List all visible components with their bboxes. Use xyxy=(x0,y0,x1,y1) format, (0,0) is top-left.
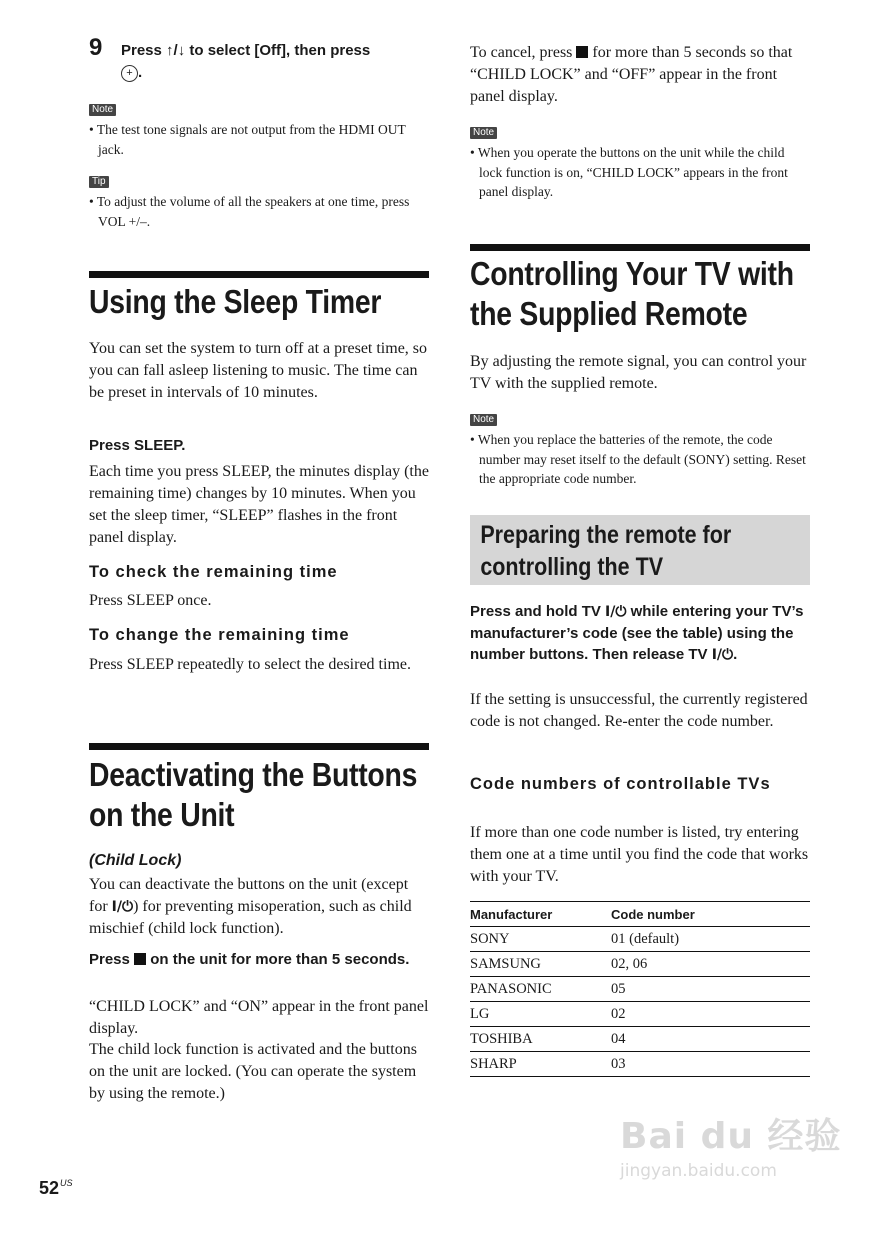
power-icon: I/⏻ xyxy=(711,647,734,663)
deactivate-result2: The child lock function is activated and the buttons on the unit are locked. (You can operate the system by using the remote.) xyxy=(89,1041,417,1102)
page-number-suffix: US xyxy=(60,1178,73,1188)
note-block-right xyxy=(470,122,810,202)
page-number-value: 52 xyxy=(39,1178,60,1198)
tv-title-line2: the Supplied Remote xyxy=(470,295,748,332)
power-icon: I/⏻ xyxy=(111,899,134,915)
cancel-text-b: for more than 5 seconds so that “CHILD LOCK” and “OFF” appear in the front panel display. xyxy=(470,44,793,105)
deactivate-intro-b: ) for preventing misoperation, such as child mischief (child lock function). xyxy=(89,898,412,937)
table-row xyxy=(470,1027,810,1052)
manufacturer-cell: LG xyxy=(470,1002,611,1027)
deactivate-title xyxy=(89,755,417,835)
tv-instr-c: . xyxy=(733,646,738,663)
codes-intro: If more than one code number is listed, try entering them one at a time until you find the code that works with your TV. xyxy=(470,824,809,885)
codes-heading: Code numbers of controllable TVs xyxy=(470,775,771,793)
note-text: • When you replace the batteries of the remote, the code number may reset itself to the default (SONY) setting. Reset the appropriate code number. xyxy=(470,432,806,486)
step-number: 9 xyxy=(89,34,103,61)
check-heading: To check the remaining time xyxy=(89,563,338,581)
table-row xyxy=(470,977,810,1002)
cancel-text xyxy=(470,42,810,108)
check-text: Press SLEEP once. xyxy=(89,592,212,609)
code-cell: 04 xyxy=(611,1027,810,1052)
manufacturer-cell: SONY xyxy=(470,927,611,952)
tv-title-line1: Controlling Your TV with xyxy=(470,255,794,292)
child-lock-subtitle: (Child Lock) xyxy=(89,852,182,869)
code-cell: 02 xyxy=(611,1002,810,1027)
code-cell: 02, 06 xyxy=(611,952,810,977)
manufacturer-cell: PANASONIC xyxy=(470,977,611,1002)
manufacturer-cell: TOSHIBA xyxy=(470,1027,611,1052)
tip-tag: Tip xyxy=(89,176,109,188)
tip-text: • To adjust the volume of all the speakers at one time, press VOL +/–. xyxy=(89,194,410,229)
deactivate-instr-b: on the unit for more than 5 seconds. xyxy=(146,951,410,968)
tv-fail-text: If the setting is unsuccessful, the currently registered code is not changed. Re-enter the code number. xyxy=(470,691,808,730)
subsection-title-line1: Preparing the remote for xyxy=(480,521,732,549)
note-block-left xyxy=(89,99,429,159)
cancel-text-a: To cancel, press xyxy=(470,44,577,61)
section-rule xyxy=(470,244,810,251)
code-cell: 01 (default) xyxy=(611,927,810,952)
subsection-box xyxy=(470,515,810,585)
subsection-title-line2: controlling the TV xyxy=(480,553,664,581)
note-tag: Note xyxy=(89,104,116,116)
code-cell: 03 xyxy=(611,1052,810,1077)
note-tag: Note xyxy=(470,127,497,139)
tv-instr-b: while entering your TV’s manufacturer’s code (see the table) using the number buttons. Then release TV xyxy=(470,603,804,663)
watermark-url: jingyan.baidu.com xyxy=(620,1161,777,1181)
sleep-title: Using the Sleep Timer xyxy=(89,283,382,320)
subsection-title xyxy=(470,515,762,583)
deactivate-result1: “CHILD LOCK” and “ON” appear in the front panel display. xyxy=(89,998,429,1037)
section-rule xyxy=(89,271,429,278)
watermark-brand: Bai du 经验 xyxy=(620,1116,842,1157)
sleep-instruction: Press SLEEP. xyxy=(89,437,186,454)
table-row xyxy=(470,1002,810,1027)
watermark xyxy=(620,1108,842,1181)
note-text: • When you operate the buttons on the unit while the child lock function is on, “CHILD LOCK” appears in the front panel display. xyxy=(470,145,788,199)
note-text: • The test tone signals are not output from the HDMI OUT jack. xyxy=(89,122,406,157)
change-text: Press SLEEP repeatedly to select the desired time. xyxy=(89,656,411,673)
code-cell: 05 xyxy=(611,977,810,1002)
deactivate-instr-a: Press xyxy=(89,951,135,968)
table-row xyxy=(470,927,810,952)
code-table xyxy=(470,901,810,1077)
sleep-body: Each time you press SLEEP, the minutes display (the remaining time) changes by 10 minutes. When you set the sleep timer, “SLEEP” flashes in the front panel display. xyxy=(89,463,429,546)
power-icon: I/⏻ xyxy=(605,604,627,620)
page-number xyxy=(39,1178,73,1199)
manufacturer-cell: SHARP xyxy=(470,1052,611,1077)
deactivate-intro-a: You can deactivate the buttons on the unit (except for xyxy=(89,876,409,915)
tv-intro: By adjusting the remote signal, you can control your TV with the supplied remote. xyxy=(470,353,807,392)
tv-instruction xyxy=(470,601,810,666)
note-block-tv xyxy=(470,409,810,489)
tv-title xyxy=(470,254,794,334)
enter-icon: + xyxy=(121,65,138,82)
header-code: Code number xyxy=(611,902,810,927)
stop-icon xyxy=(134,953,146,965)
deactivate-title-line2: on the Unit xyxy=(89,796,235,833)
tip-block xyxy=(89,171,429,231)
table-row xyxy=(470,952,810,977)
table-row xyxy=(470,1052,810,1077)
deactivate-instruction xyxy=(89,949,429,970)
note-tag: Note xyxy=(470,414,497,426)
section-rule xyxy=(89,743,429,750)
header-manufacturer: Manufacturer xyxy=(470,902,611,927)
step-9-text: Press ↑/↓ to select [Off], then press xyxy=(121,42,371,59)
change-heading: To change the remaining time xyxy=(89,626,350,644)
sleep-intro: You can set the system to turn off at a preset time, so you can fall asleep listening to music. The time can be preset in intervals of 10 minutes. xyxy=(89,340,428,401)
deactivate-title-line1: Deactivating the Buttons xyxy=(89,756,418,793)
stop-icon xyxy=(576,46,588,58)
tv-instr-a: Press and hold TV xyxy=(470,603,606,620)
deactivate-intro xyxy=(89,874,429,940)
step-9-period: . xyxy=(138,64,143,81)
table-header-row xyxy=(470,902,810,927)
manufacturer-cell: SAMSUNG xyxy=(470,952,611,977)
